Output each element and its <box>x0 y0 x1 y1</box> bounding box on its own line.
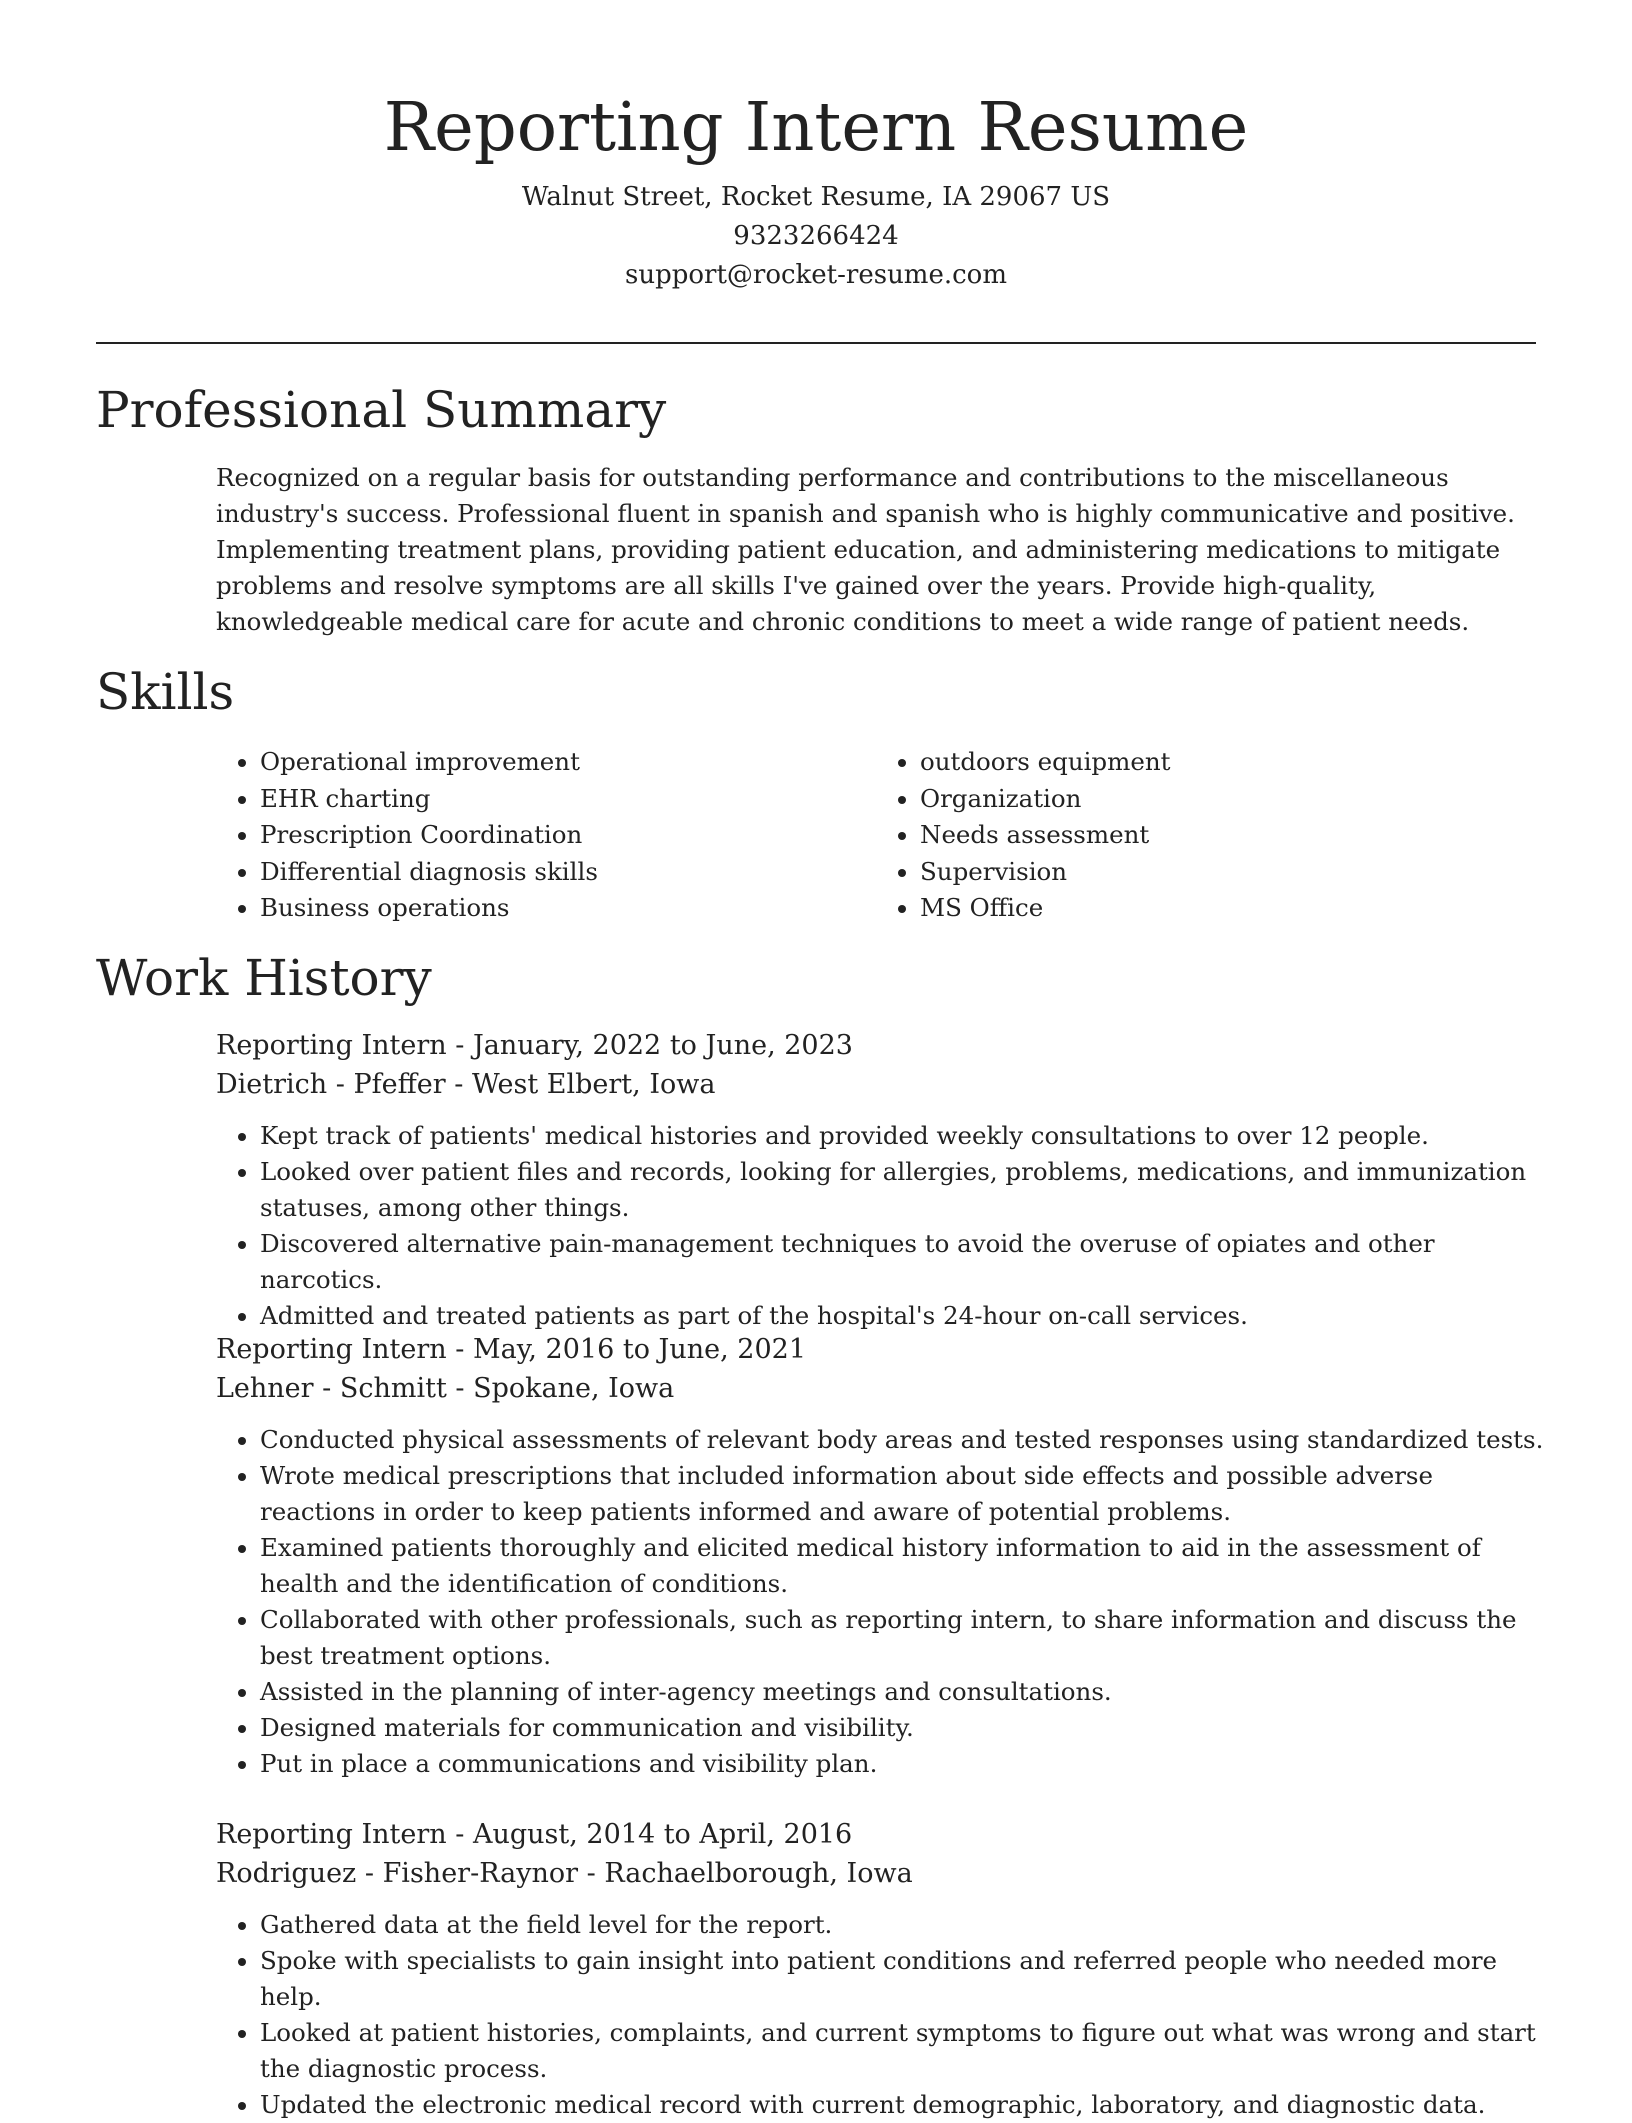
job-title-line: Reporting Intern - August, 2014 to April, 2016 <box>216 1819 853 1850</box>
skill-item: • Organization <box>920 781 1536 818</box>
contact-block <box>96 178 1536 295</box>
job-title-line: Reporting Intern - May, 2016 to June, 2021 <box>216 1334 807 1365</box>
skill-item: • Prescription Coordination <box>260 817 876 854</box>
skill-item: • MS Office <box>920 890 1536 927</box>
job-bullet: • Gathered data at the field level for the report. <box>260 1907 1546 1943</box>
skills-list <box>216 744 1536 927</box>
job-title: Reporting Intern <box>216 1334 447 1365</box>
skill-item: • outdoors equipment <box>920 744 1536 781</box>
job-bullets <box>216 1907 1546 2123</box>
skills-column-right <box>876 744 1536 927</box>
job-bullet: • Conducted physical assessments of relevant body areas and tested responses using standardized tests. <box>260 1422 1546 1458</box>
job-bullet: • Looked over patient files and records, looking for allergies, problems, medications, and immunization statuses, among other things. <box>260 1154 1546 1226</box>
job-bullet: • Looked at patient histories, complaints, and current symptoms to figure out what was wrong and start the diagnostic process. <box>260 2015 1546 2087</box>
skill-item: • Needs assessment <box>920 817 1536 854</box>
job-dates: August, 2014 to April, 2016 <box>472 1819 853 1850</box>
job-bullet: • Collaborated with other professionals, such as reporting intern, to share information and discuss the best treatment options. <box>260 1602 1546 1674</box>
contact-address: Walnut Street, Rocket Resume, IA 29067 US <box>521 182 1111 212</box>
summary-text: Recognized on a regular basis for outstanding performance and contributions to the miscellaneous industry's success. Professional fluent in spanish and spanish who is highly communicative and positive. Implementing treatment plans, providing patient education, and administering medications to mitigate problems and resolve symptoms are all skills I've gained over the years. Provide high-quality, knowledgeable medical care for acute and chronic conditions to meet a wide range of patient needs. <box>216 463 1515 636</box>
job-bullets <box>216 1118 1546 1334</box>
job-title: Reporting Intern <box>216 1030 447 1061</box>
job-entry <box>216 1815 1546 2123</box>
job-bullet: • Updated the electronic medical record with current demographic, laboratory, and diagnostic data. <box>260 2087 1546 2123</box>
skill-item: • Differential diagnosis skills <box>260 854 876 891</box>
job-entry <box>216 1026 1546 1334</box>
job-bullet: • Spoke with specialists to gain insight into patient conditions and referred people who needed more help. <box>260 1943 1546 2015</box>
header-divider <box>96 342 1536 344</box>
job-bullet: • Assisted in the planning of inter-agency meetings and consultations. <box>260 1674 1546 1710</box>
work-history-heading: Work History <box>96 949 432 1007</box>
job-company: Lehner - Schmitt <box>216 1373 447 1404</box>
job-bullet: • Wrote medical prescriptions that included information about side effects and possible adverse reactions in order to keep patients informed and aware of potential problems. <box>260 1458 1546 1530</box>
job-entry <box>216 1330 1546 1782</box>
job-location: Rachaelborough, Iowa <box>604 1858 913 1889</box>
resume-title: Reporting Intern Resume <box>383 88 1249 166</box>
job-bullet: • Examined patients thoroughly and elicited medical history information to aid in the assessment of health and the identification of conditions. <box>260 1530 1546 1602</box>
skill-item: • Operational improvement <box>260 744 876 781</box>
job-bullets <box>216 1422 1546 1782</box>
job-company-line: Lehner - Schmitt - Spokane, Iowa <box>216 1373 675 1404</box>
resume-header <box>96 84 1536 295</box>
skills-heading: Skills <box>96 663 235 721</box>
job-dates: January, 2022 to June, 2023 <box>472 1030 853 1061</box>
job-location: West Elbert, Iowa <box>471 1069 716 1100</box>
skill-item: • Business operations <box>260 890 876 927</box>
skills-column-left <box>216 744 876 927</box>
job-bullet: • Discovered alternative pain-management techniques to avoid the overuse of opiates and other narcotics. <box>260 1226 1546 1298</box>
job-bullet: • Kept track of patients' medical histories and provided weekly consultations to over 12 people. <box>260 1118 1546 1154</box>
contact-phone: 9323266424 <box>733 221 899 251</box>
job-title: Reporting Intern <box>216 1819 447 1850</box>
job-bullet: • Designed materials for communication and visibility. <box>260 1710 1546 1746</box>
job-dates: May, 2016 to June, 2021 <box>472 1334 807 1365</box>
job-company-line: Rodriguez - Fisher-Raynor - Rachaelborough, Iowa <box>216 1858 913 1889</box>
job-bullet: • Put in place a communications and visibility plan. <box>260 1746 1546 1782</box>
skill-item: • Supervision <box>920 854 1536 891</box>
job-company-line: Dietrich - Pfeffer - West Elbert, Iowa <box>216 1069 716 1100</box>
summary-heading: Professional Summary <box>96 381 667 439</box>
job-company: Rodriguez - Fisher-Raynor <box>216 1858 579 1889</box>
job-company: Dietrich - Pfeffer <box>216 1069 446 1100</box>
contact-email: support@rocket-resume.com <box>624 260 1007 290</box>
skill-item: • EHR charting <box>260 781 876 818</box>
job-bullet: • Admitted and treated patients as part of the hospital's 24-hour on-call services. <box>260 1298 1546 1334</box>
job-location: Spokane, Iowa <box>473 1373 675 1404</box>
job-title-line: Reporting Intern - January, 2022 to June, 2023 <box>216 1030 853 1061</box>
